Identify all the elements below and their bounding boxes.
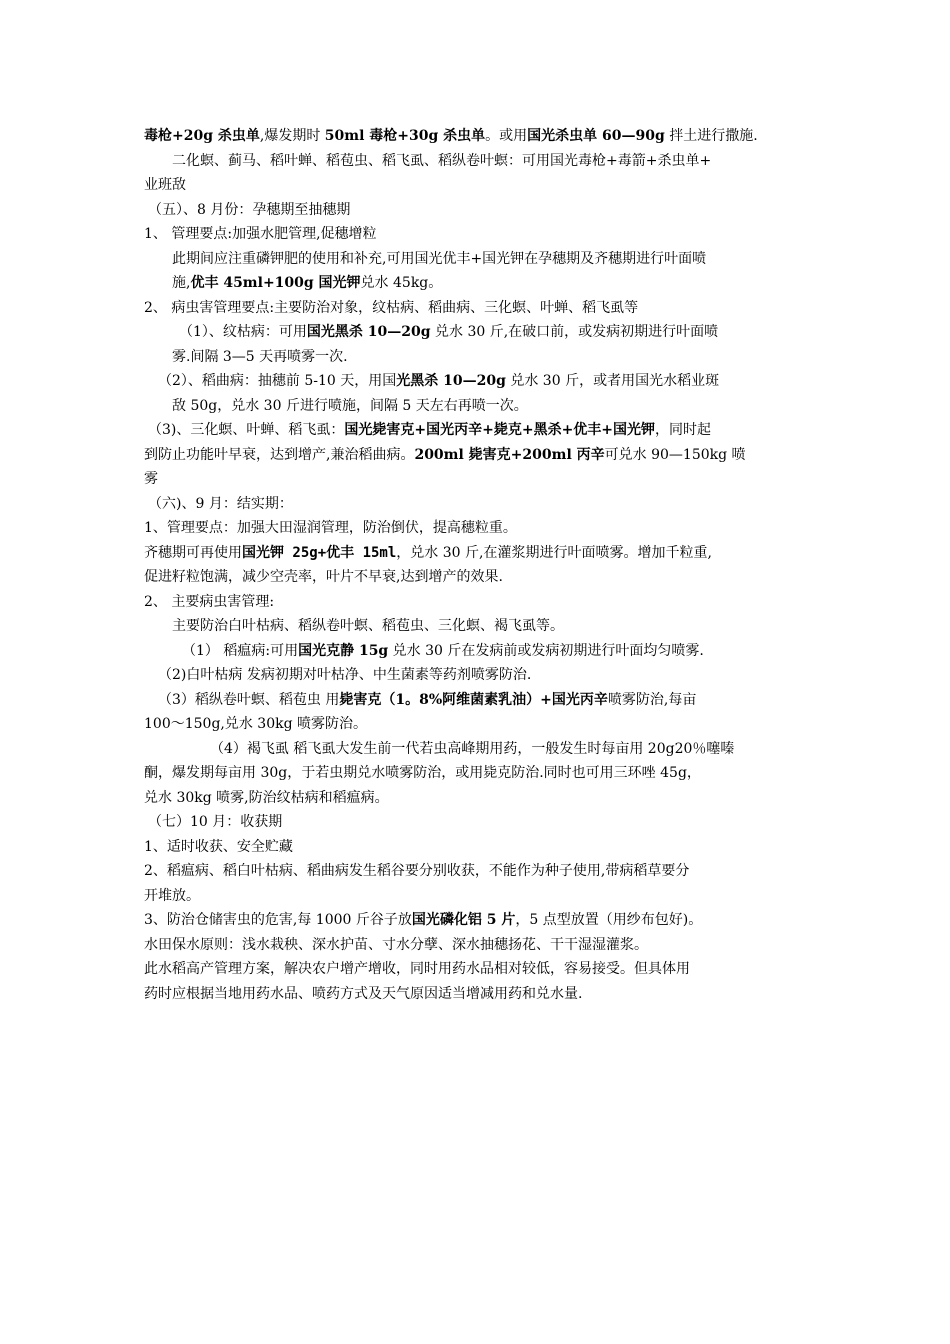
text-run: （3）稻纵卷叶螟、稻苞虫 用 xyxy=(158,691,340,708)
bold-text-run: 国光钾 25g+优丰 15ml xyxy=(242,544,397,561)
text-run: 开堆放。 xyxy=(144,887,200,904)
text-run: 兑水 30 斤在发病前或发病初期进行叶面均匀喷雾. xyxy=(388,642,704,659)
text-run: 1、 管理要点:加强水肥管理,促穗增粒 xyxy=(144,226,377,242)
text-run: 2、稻瘟病、稻白叶枯病、稻曲病发生稻谷要分别收获，不能作为种子使用,带病稻草要分 xyxy=(144,863,690,879)
text-run: ，5 点型放置（用纱布包好)。 xyxy=(515,912,703,928)
text-line-l02 xyxy=(144,149,814,174)
text-line-l18 xyxy=(144,541,814,566)
text-run: 可兑水 90—150kg 喷 xyxy=(604,446,746,463)
bold-text-run: 毒枪+20g 杀虫单 xyxy=(144,128,260,144)
text-line-l35 xyxy=(144,957,814,982)
bold-text-run: 国光杀虫单 60—90g xyxy=(527,128,665,144)
text-line-l12 xyxy=(144,394,814,419)
text-line-l36 xyxy=(144,982,814,1007)
text-line-l29 xyxy=(144,810,814,835)
text-run: 主要防治白叶枯病、稻纵卷叶螟、稻苞虫、三化螟、褐飞虱等。 xyxy=(172,618,564,634)
text-run: 兑水 30kg 喷雾,防治纹枯病和稻瘟病。 xyxy=(144,789,389,806)
text-run: 兑水 45kg。 xyxy=(360,275,443,291)
text-run: 喷雾防治,每亩 xyxy=(607,691,697,708)
text-run: （1）、纹枯病：可用 xyxy=(179,324,307,340)
text-line-l08 xyxy=(144,296,814,321)
text-run: 兑水 30 斤,在破口前，或发病初期进行叶面喷 xyxy=(430,324,719,340)
text-run: 1、管理要点：加强大田湿润管理，防治倒伏，提高穗粒重。 xyxy=(144,520,517,536)
text-line-l32 xyxy=(144,884,814,909)
bold-text-run: 50ml 毒枪+30g 杀虫单 xyxy=(324,128,486,144)
text-run: 酮，爆发期每亩用 30g，于若虫期兑水喷雾防治，或用毙克防治.同时也可用三环唑 45g， xyxy=(144,765,701,781)
text-line-l30 xyxy=(144,835,814,860)
text-run: 齐穗期可再使用 xyxy=(144,544,242,561)
text-run: 2、 主要病虫害管理: xyxy=(144,593,275,610)
text-line-l11 xyxy=(144,369,814,394)
text-line-l13 xyxy=(144,418,814,443)
text-run: 雾.间隔 3—5 天再喷雾一次. xyxy=(172,348,348,365)
bold-text-run: 国光克静 15g xyxy=(298,642,389,659)
text-line-l23 xyxy=(144,663,814,688)
text-line-l34 xyxy=(144,933,814,958)
bold-text-run: 国光毙害克+国光丙辛+毙克+黑杀+优丰+国光钾 xyxy=(344,422,656,438)
text-run: 兑水 30 斤，或者用国光水稻业斑 xyxy=(505,373,720,389)
text-line-l19 xyxy=(144,565,814,590)
text-run: 3、防治仓储害虫的危害,每 1000 斤谷子放 xyxy=(144,912,412,928)
text-line-l25 xyxy=(144,712,814,737)
text-run: ,爆发期时 xyxy=(259,128,325,144)
text-run: 此期间应注重磷钾肥的使用和补充,可用国光优丰+国光钾在孕穗期及齐穗期进行叶面喷 xyxy=(172,250,707,267)
text-line-l26 xyxy=(144,737,814,762)
text-run: ，兑水 30 斤,在灌浆期进行叶面喷雾。增加千粒重, xyxy=(396,544,712,561)
text-line-l33 xyxy=(144,908,814,933)
text-run: 1、适时收获、安全贮藏 xyxy=(144,838,293,855)
text-run: 2、 病虫害管理要点:主要防治对象，纹枯病、稻曲病、三化螟、叶蝉、稻飞虱等 xyxy=(144,299,639,316)
text-line-l22 xyxy=(144,639,814,664)
text-line-l28 xyxy=(144,786,814,811)
text-line-l31 xyxy=(144,859,814,884)
bold-text-run: 200ml 毙害克+200ml 丙辛 xyxy=(414,446,605,463)
text-run: （2)白叶枯病 发病初期对叶枯净、中生菌素等药剂喷雾防治. xyxy=(158,667,532,683)
text-line-l01 xyxy=(144,124,814,149)
bold-text-run: 光黑杀 10—20g xyxy=(396,373,506,389)
text-line-l16 xyxy=(144,492,814,517)
text-run: 此水稻高产管理方案，解决农户增产增收，同时用药水品相对较低，容易接受。但具体用 xyxy=(144,961,690,977)
text-line-l07 xyxy=(144,271,814,296)
text-run: （3)、三化螟、叶蝉、稻飞虱： xyxy=(148,422,345,438)
text-line-l21 xyxy=(144,614,814,639)
text-run: （七）10 月：收获期 xyxy=(148,814,283,830)
text-run: 拌土进行撒施. xyxy=(664,128,758,144)
text-run: 到防止功能叶早衰，达到增产,兼治稻曲病。 xyxy=(144,446,415,463)
text-run: （2）、稻曲病：抽穗前 5-10 天，用国 xyxy=(158,373,397,389)
text-run: 施, xyxy=(172,275,191,291)
text-run: 雾 xyxy=(144,471,158,487)
text-run: ，同时起 xyxy=(655,422,712,438)
text-run: 二化螟、蓟马、稻叶蝉、稻苞虫、稻飞虱、稻纵卷叶螟：可用国光毒枪+毒箭+杀虫单+ xyxy=(172,152,712,169)
text-run: 100～150g,兑水 30kg 喷雾防治。 xyxy=(144,716,368,732)
text-line-l05 xyxy=(144,222,814,247)
text-run: （六)、9 月：结实期： xyxy=(148,495,293,512)
text-run: 药时应根据当地用药水品、喷药方式及天气原因适当增减用药和兑水量. xyxy=(144,985,583,1002)
text-line-l10 xyxy=(144,345,814,370)
text-run: （五）、8 月份：孕穗期至抽穗期 xyxy=(148,201,351,218)
bold-text-run: 国光磷化铝 5 片 xyxy=(411,912,516,928)
text-run: 水田保水原则：浅水栽秧、深水护苗、寸水分孽、深水抽穗扬花、干干湿湿灌浆。 xyxy=(144,936,648,953)
text-line-l17 xyxy=(144,516,814,541)
text-line-l06 xyxy=(144,247,814,272)
text-run: 敌 50g，兑水 30 斤进行喷施，间隔 5 天左右再喷一次。 xyxy=(172,397,528,414)
text-line-l09 xyxy=(144,320,814,345)
text-line-l03 xyxy=(144,173,814,198)
text-line-l15 xyxy=(144,467,814,492)
document-body xyxy=(144,124,814,1006)
text-run: （1） 稻瘟病:可用 xyxy=(182,642,299,659)
text-run: 促进籽粒饱满，减少空壳率，叶片不早衰,达到增产的效果. xyxy=(144,569,503,585)
text-line-l04 xyxy=(144,198,814,223)
text-line-l14 xyxy=(144,443,814,468)
text-run: 。或用 xyxy=(485,128,528,144)
text-line-l24 xyxy=(144,688,814,713)
text-run: 业班敌 xyxy=(144,177,186,193)
text-line-l20 xyxy=(144,590,814,615)
bold-text-run: 国光黑杀 10—20g xyxy=(306,324,431,340)
text-line-l27 xyxy=(144,761,814,786)
bold-text-run: 毙害克（1。8%阿维菌素乳油）+国光丙辛 xyxy=(339,691,608,708)
text-run: （4）褐飞虱 稻飞虱大发生前一代若虫高峰期用药，一般发生时每亩用 20g20％噻嗪 xyxy=(210,740,735,757)
bold-text-run: 优丰 45ml+100g 国光钾 xyxy=(190,275,361,291)
